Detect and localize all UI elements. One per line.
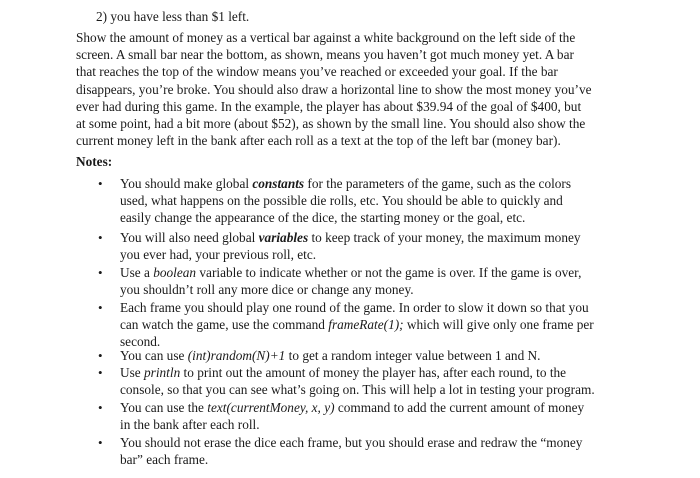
note-text-run: in the bank after each roll. (120, 417, 260, 433)
bullet-icon: • (98, 265, 103, 280)
note-line (120, 434, 640, 451)
note-text (120, 264, 640, 298)
note-text (120, 399, 640, 433)
intro-line: screen. A small bar near the bottom, as shown, means you haven’t got much money yet. A bar (76, 47, 574, 63)
section-heading: 2) you have less than $1 left. (96, 9, 250, 24)
intro-line: at some point, had a bit more (about $52), as shown by the small line. You should also show the (76, 116, 586, 132)
note-line (120, 316, 640, 333)
bullet-icon: • (98, 300, 103, 315)
note-text (120, 364, 640, 398)
bullet-icon: • (98, 348, 103, 363)
note-line (120, 381, 640, 398)
note-text (120, 347, 640, 364)
note-text-run: second. (120, 334, 161, 350)
note-text-run: You will also need global (120, 230, 259, 245)
notes-heading: Notes: (76, 154, 113, 169)
note-text-run: you ever had, your previous roll, etc. (120, 247, 317, 263)
note-text-run: you shouldn’t roll any more dice or change any money. (120, 282, 414, 298)
note-text-run: (int)random(N)+1 (187, 348, 286, 363)
note-text-run: You can use the (120, 400, 208, 415)
bullet-icon: • (98, 435, 103, 450)
note-line (120, 347, 640, 364)
note-text-run: Use (120, 365, 145, 380)
note-text (120, 175, 640, 227)
note-text-run: Use a (120, 265, 154, 280)
note-line (120, 229, 640, 246)
bullet-icon: • (98, 400, 103, 415)
note-line (120, 264, 640, 281)
note-text-run: frameRate(1); (328, 317, 404, 333)
note-line (120, 246, 640, 263)
note-text-run: to keep track of your money, the maximum money (308, 230, 581, 245)
note-line (120, 209, 640, 226)
note-text-run: easily change the appearance of the dice, the starting money or the goal, etc. (120, 210, 526, 226)
note-text (120, 229, 640, 263)
note-text-run: for the parameters of the game, such as the colors (304, 176, 572, 191)
bullet-icon: • (98, 176, 103, 191)
note-text-run: println (144, 365, 181, 380)
note-text-run: to get a random integer value between 1 and N. (285, 348, 541, 363)
note-text-run: to print out the amount of money the player has, after each round, to the (180, 365, 567, 380)
note-text-run: console, so that you can see what’s going on. This will help a lot in testing your program. (120, 382, 595, 398)
note-line (120, 281, 640, 298)
intro-line: ever had during this game. In the example, the player has about $39.94 of the goal of $400, but (76, 98, 582, 114)
note-text-run: Each frame you should play one round of the game. In order to slow it down so that you (120, 300, 589, 315)
note-line (120, 299, 640, 316)
note-text-run: can watch the game, use the command (120, 317, 329, 333)
note-line (120, 192, 640, 209)
note-text-run: boolean (153, 265, 197, 280)
intro-line: that reaches the top of the window means you’ve reached or exceeded your goal. If the bar (76, 64, 558, 80)
intro-line: Show the amount of money as a vertical bar against a white background on the left side of the (76, 30, 576, 45)
note-text-run: You should not erase the dice each frame, but you should erase and redraw the “money (120, 435, 583, 450)
note-text-run: used, what happens on the possible die rolls, etc. You should be able to quickly and (120, 193, 563, 209)
note-text-run: which will give only one frame per (403, 317, 594, 333)
intro-line: disappears, you’re broke. You should also draw a horizontal line to show the most money you’ve (76, 81, 592, 97)
note-text-run: You should make global (120, 176, 253, 191)
note-text-run: You can use (120, 348, 188, 363)
note-text-run: bar” each frame. (120, 452, 209, 468)
note-text (120, 299, 640, 351)
note-line (120, 175, 640, 192)
intro-line: current money left in the bank after each roll as a text at the top of the left bar (money bar). (76, 133, 561, 149)
note-line (120, 399, 640, 416)
note-line (120, 364, 640, 381)
bullet-icon: • (98, 230, 103, 245)
note-text-run: constants (252, 176, 305, 191)
note-text-run: text(currentMoney, x, y) (207, 400, 335, 415)
note-text-run: command to add the current amount of money (334, 400, 585, 415)
bullet-icon: • (98, 365, 103, 380)
intro-paragraph (76, 29, 624, 149)
note-text-run: variables (258, 230, 309, 245)
note-line (120, 416, 640, 433)
note-text-run: variable to indicate whether or not the game is over. If the game is over, (196, 265, 582, 280)
note-text (120, 434, 640, 468)
note-line (120, 451, 640, 468)
